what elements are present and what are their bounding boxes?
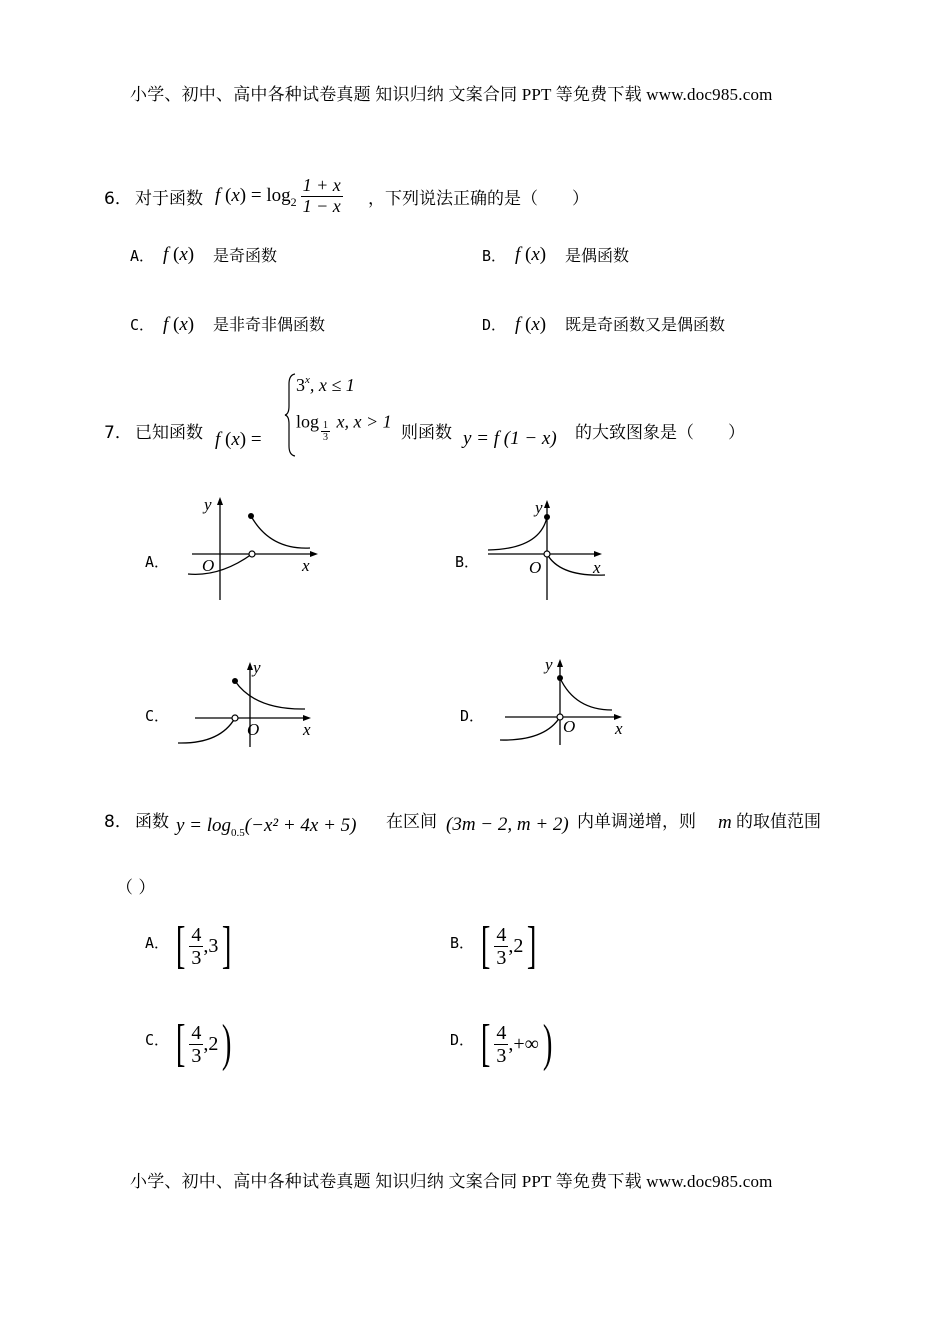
q6-formula: f ( x ) = log 2 $\frac{1 + x}{1 - x}$ bbox=[215, 174, 341, 216]
q8-option-d-label: D． bbox=[450, 1031, 475, 1049]
q8-number: 8． bbox=[104, 812, 132, 832]
q7-fx: f (x) = bbox=[215, 429, 262, 450]
q6-option-d-fx: f (x) bbox=[515, 314, 547, 335]
q6-option-b-label: B． bbox=[482, 247, 507, 265]
q8-option-c-interval: [ $\frac{4}{3}$ ,2 ) bbox=[175, 1015, 232, 1072]
q8-mid: 在区间 bbox=[386, 812, 437, 832]
q6-option-a-fx: f (x) bbox=[163, 244, 195, 265]
graph-d-solid-point bbox=[557, 675, 563, 681]
q8-option-a-label: A． bbox=[145, 934, 170, 952]
q6-lead: 对于函数 bbox=[135, 189, 203, 209]
graph-d-origin-label: O bbox=[563, 717, 576, 736]
q6-option-d-label: D． bbox=[482, 316, 507, 334]
graph-c-solid-point bbox=[232, 678, 238, 684]
q7-option-c-label: C． bbox=[145, 707, 170, 725]
q8-lead: 函数 bbox=[135, 812, 169, 832]
q7-lead: 已知函数 bbox=[135, 423, 203, 443]
q8-option-b-interval: [ $\frac{4}{3}$ ,2 ] bbox=[480, 917, 537, 974]
graph-d bbox=[500, 652, 630, 747]
graph-b-open-point bbox=[544, 551, 550, 557]
graph-a-y-arrow bbox=[217, 497, 223, 505]
graph-d-curve-right bbox=[560, 678, 612, 710]
q7-option-b-label: B． bbox=[455, 553, 480, 571]
graph-d-y-label: y bbox=[545, 655, 553, 674]
q8-interval: (3m − 2, m + 2) bbox=[446, 814, 569, 835]
q6-option-b-text: 是偶函数 bbox=[565, 246, 630, 265]
graph-d-x-label: x bbox=[615, 719, 623, 738]
graph-c bbox=[175, 655, 320, 750]
q6-option-d-text: 既是奇函数又是偶函数 bbox=[565, 315, 726, 334]
graph-a-open-point bbox=[249, 551, 255, 557]
graph-b-y-label: y bbox=[535, 498, 543, 517]
q6-option-c-fx: f (x) bbox=[163, 314, 195, 335]
q8-m: m bbox=[718, 812, 732, 833]
q6-number: 6． bbox=[104, 189, 132, 209]
q8-option-b-label: B． bbox=[450, 934, 475, 952]
graph-a-x-label: x bbox=[302, 556, 310, 575]
graph-c-open-point bbox=[232, 715, 238, 721]
q8-answer-paren: （ ） bbox=[116, 878, 156, 898]
page-footer: 小学、初中、高中各种试卷真题 知识归纳 文案合同 PPT 等免费下载 www.doc985.com bbox=[130, 1172, 773, 1191]
graph-b-y-arrow bbox=[544, 500, 550, 508]
q7-case-1: 3$^x$, x ≤ 1 bbox=[296, 374, 355, 395]
page-header: 小学、初中、高中各种试卷真题 知识归纳 文案合同 PPT 等免费下载 www.doc985.com bbox=[130, 85, 773, 104]
q8-tail: 的取值范围 bbox=[736, 812, 821, 832]
graph-c-origin-label: O bbox=[247, 720, 260, 739]
graph-a-curve-right bbox=[251, 516, 310, 548]
q8-formula: $y = \log_{0.5}(-x^2 + 4x + 5)$ bbox=[176, 815, 357, 839]
graph-c-curve-right bbox=[235, 681, 305, 709]
q8-option-c-label: C． bbox=[145, 1031, 170, 1049]
graph-c-curve-left bbox=[178, 718, 235, 743]
graph-b-curve-left bbox=[488, 517, 547, 550]
q8-option-a-interval: [ $\frac{4}{3}$ ,3 ] bbox=[175, 917, 232, 974]
graph-d-y-arrow bbox=[557, 659, 563, 667]
graph-d-curve-left bbox=[500, 717, 560, 740]
q7-yexpr: y = f (1 − x) bbox=[463, 428, 557, 449]
q6-option-a-text: 是奇函数 bbox=[213, 246, 278, 265]
q7-case-2: log $\frac{1}{3}$ x, x > 1 bbox=[296, 411, 392, 443]
graph-a-x-arrow bbox=[310, 551, 318, 557]
graph-c-x-label: x bbox=[303, 720, 311, 739]
q7-number: 7． bbox=[104, 423, 132, 443]
graph-b bbox=[480, 495, 615, 605]
q7-option-a-label: A． bbox=[145, 553, 170, 571]
q7-mid: 则函数 bbox=[401, 423, 452, 443]
q8-mid2: 内单调递增，则 bbox=[577, 812, 696, 832]
q8-option-d-interval: [ $\frac{4}{3}$ ,+∞ ) bbox=[480, 1015, 553, 1072]
graph-b-origin-label: O bbox=[529, 558, 542, 577]
q6-tail: ，下列说法正确的是（ ） bbox=[368, 189, 589, 209]
q7-tail: 的大致图象是（ ） bbox=[575, 423, 745, 443]
graph-b-x-label: x bbox=[593, 558, 601, 577]
graph-b-x-arrow bbox=[594, 551, 602, 557]
graph-a-y-label: y bbox=[204, 495, 212, 514]
q6-option-a-label: A． bbox=[130, 247, 155, 265]
graph-a-origin-label: O bbox=[202, 556, 215, 575]
graph-a-solid-point bbox=[248, 513, 254, 519]
q6-option-b-fx: f (x) bbox=[515, 244, 547, 265]
q7-piecewise-brace bbox=[284, 372, 296, 458]
q7-option-d-label: D． bbox=[460, 707, 485, 725]
graph-b-solid-point bbox=[544, 514, 550, 520]
q6-option-c-label: C． bbox=[130, 316, 155, 334]
graph-c-y-label: y bbox=[253, 658, 261, 677]
graph-a bbox=[180, 490, 330, 605]
q6-option-c-text: 是非奇非偶函数 bbox=[213, 315, 326, 334]
